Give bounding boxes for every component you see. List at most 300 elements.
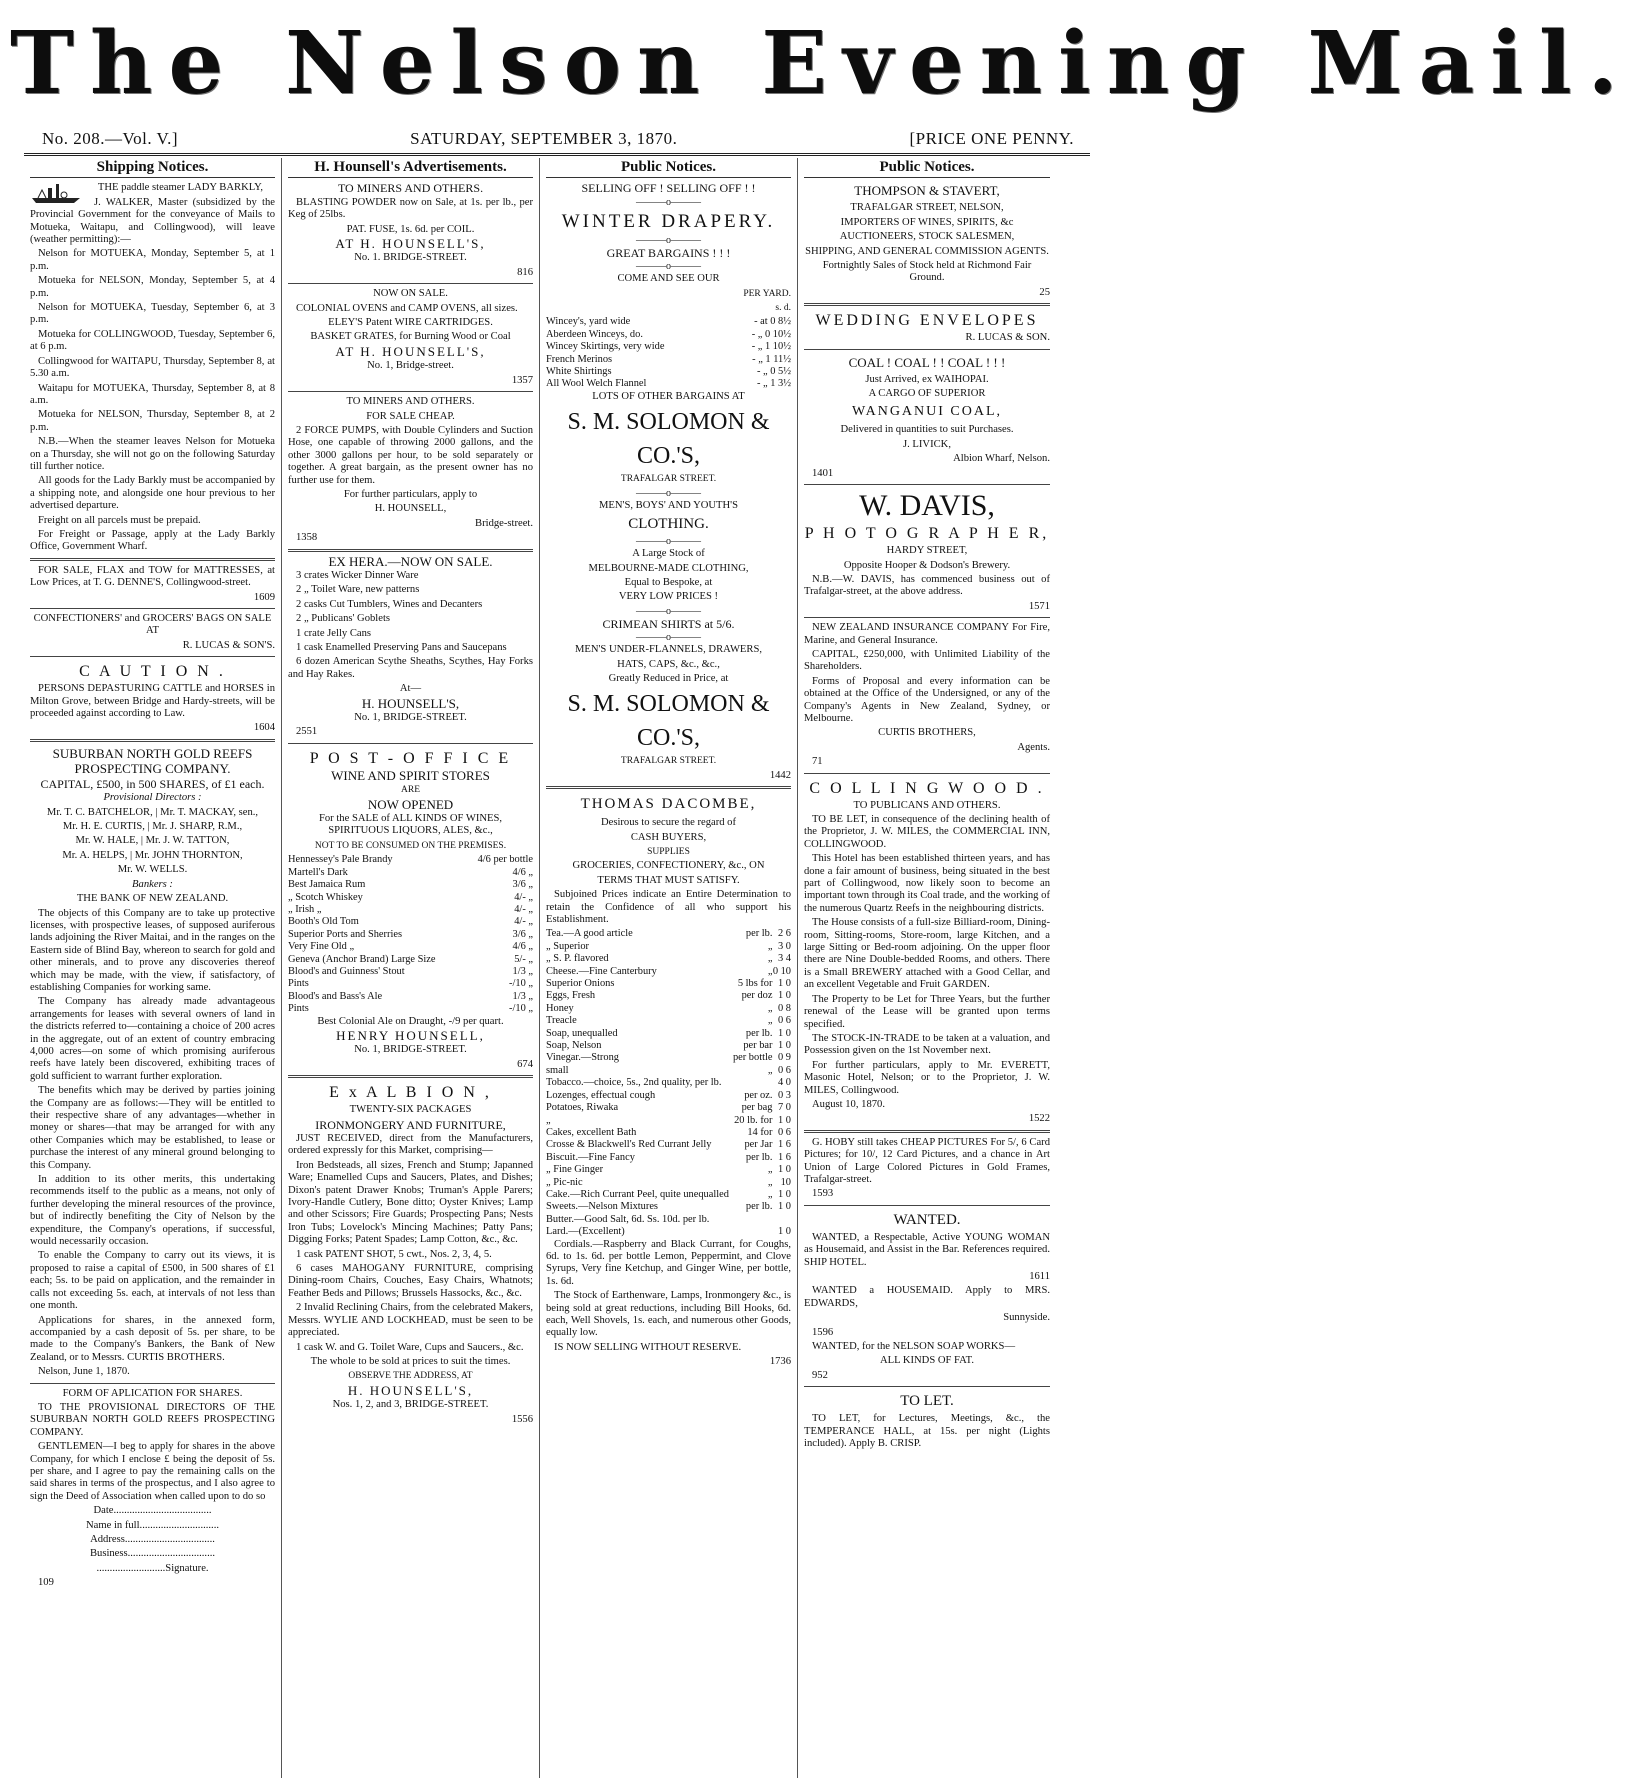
- divider: [30, 1383, 275, 1384]
- bankers-heading: Bankers :: [132, 878, 173, 890]
- post-office-title: P O S T - O F F I C E: [309, 749, 512, 767]
- table-cell: 3 4: [778, 953, 791, 965]
- hotel-paragraph: The STOCK-IN-TRADE to be taken at a valuation, and Possession given on the 1st November next.: [804, 1032, 1050, 1057]
- director-name: Mr. T. C. BATCHELOR, | Mr. T. MACKAY, sen.,: [46, 806, 259, 818]
- divider: [546, 786, 791, 789]
- solomon-name: S. M. SOLOMON & CO.'S,: [567, 409, 770, 470]
- hera-item: 1 cask Enamelled Preserving Pans and Saucepans: [296, 642, 507, 653]
- wine-stores: WINE AND SPIRIT STORES: [331, 767, 490, 783]
- table-cell: -/10 „: [509, 978, 533, 990]
- gold-paragraph: To enable the Company to carry out its views, it is proposed to raise a capital of £500, in 500 shares of £1 each; 5s. to be paid on application, and the remainder in calls not exceeding 5s. each, at intervals of not less than one month.: [30, 1250, 275, 1312]
- table-cell: 4/6 per bottle: [477, 854, 533, 866]
- table-cell: 3/6 „: [512, 879, 533, 891]
- agents: Agents.: [1017, 741, 1050, 753]
- table-cell: Tobacco.—choice, 5s., 2nd quality, per lb.: [546, 1077, 722, 1089]
- table-cell: Butter.—Good Salt, 6d. Ss. 10d. per lb.: [546, 1213, 710, 1225]
- table-cell: per lb.: [745, 1151, 773, 1163]
- iron-item: 6 cases MAHOGANY FURNITURE, comprising Dining-room Chairs, Couches, Easy Chairs, Whatnots; Feather Beds and Pillows; Brussels Hassocks, &c., &c.: [288, 1263, 533, 1299]
- grocery-row: [546, 978, 791, 990]
- table-cell: 14 for: [747, 1126, 773, 1138]
- table-cell: per bar: [743, 1040, 773, 1052]
- ad-number: 109: [38, 1577, 54, 1589]
- grocery-row: [546, 1164, 791, 1176]
- photographer: P H O T O G R A P H E R,: [804, 525, 1050, 543]
- hounsell-name: H. HOUNSELL'S,: [361, 695, 460, 711]
- divider: [804, 1386, 1050, 1387]
- divider: [804, 303, 1050, 306]
- caution-title: C A U T I O N .: [79, 663, 226, 681]
- further-particulars: For further particulars, apply to: [343, 488, 478, 500]
- winter-drapery: WINTER DRAPERY.: [561, 210, 776, 232]
- table-cell: 1 0: [778, 1164, 791, 1176]
- iron-item: 2 Invalid Reclining Chairs, from the celebrated Makers, Messrs. WYLIE AND LOCKHEAD, must be seen to be appreciated.: [288, 1302, 533, 1339]
- table-cell: 0 10: [772, 965, 791, 977]
- newspaper-page: [10, 5, 1634, 1779]
- table-cell: „ Pic-nic: [546, 1176, 583, 1188]
- table-cell: 1 0: [778, 990, 791, 1002]
- table-cell: 1 0: [778, 1201, 791, 1213]
- hounsell-at: AT H. HOUNSELL'S,: [335, 343, 486, 359]
- grocery-row: [546, 1028, 791, 1040]
- column-header: Public Notices.: [804, 158, 1050, 178]
- melbourne-clothing: MELBOURNE-MADE CLOTHING,: [588, 562, 749, 574]
- shillings-pence: s. d.: [775, 303, 791, 314]
- hera-item: 1 crate Jelly Cans: [296, 627, 372, 639]
- table-cell: 0 6: [778, 1064, 791, 1076]
- table-cell: Best Jamaica Rum: [288, 879, 366, 891]
- table-cell: Aberdeen Winceys, do.: [546, 328, 643, 340]
- table-cell: per bag: [741, 1102, 773, 1114]
- hotel-paragraph: The House consists of a full-size Billiard-room, Dining-room, Sitting-rooms, Store-room, large Kitchen, and a large Sitting or Bed-room adjoining. On the upper floor there are Nine Double-bedded Rooms, and others. There is a Small BREWERY attached with a Good Cellar, and an excellent Vegetable and Fruit GARDEN.: [804, 917, 1050, 991]
- table-cell: Tea.—A good article: [546, 928, 633, 940]
- form-title: FORM OF APLICATION FOR SHARES.: [62, 1387, 243, 1399]
- director-name: Mr. H. E. CURTIS, | Mr. J. SHARP, R.M.,: [62, 821, 243, 833]
- table-cell: „: [767, 953, 773, 965]
- grocery-row: [546, 1052, 791, 1064]
- table-cell: 1 0: [778, 1114, 791, 1126]
- table-cell: 7 0: [778, 1102, 791, 1114]
- lots-bargains: LOTS OF OTHER BARGAINS AT: [592, 390, 745, 402]
- table-cell: 5 lbs for: [737, 978, 773, 990]
- eley-ad: ELEY'S Patent WIRE CARTRIDGES.: [328, 317, 493, 329]
- wanted-ad-1: WANTED, a Respectable, Active YOUNG WOMAN as Housemaid, and Assist in the Bar. References required. SHIP HOTEL.: [804, 1231, 1050, 1268]
- liquor-row: [288, 904, 533, 916]
- davis-note: N.B.—W. DAVIS, has commenced business out of Trafalgar-street, at the above address.: [804, 573, 1050, 598]
- drapery-row: [546, 316, 791, 328]
- drapery-row: [546, 329, 791, 341]
- grocery-row: [546, 953, 791, 965]
- ad-number: 1571: [1028, 600, 1050, 612]
- hera-item: 2 „ Toilet Ware, new patterns: [296, 584, 420, 596]
- hera-item: 2 „ Publicans' Goblets: [296, 613, 391, 625]
- grocery-row: [546, 1077, 791, 1089]
- ad-number: 1604: [253, 722, 275, 734]
- ad-number: 1556: [511, 1413, 533, 1425]
- terms: TERMS THAT MUST SATISFY.: [597, 874, 740, 886]
- delivered: Delivered in quantities to suit Purchases.: [840, 424, 1014, 436]
- sailing-list: [30, 248, 275, 553]
- albion-title: E x A L B I O N ,: [329, 1084, 492, 1102]
- fuse-ad: PAT. FUSE, 1s. 6d. per COIL.: [346, 223, 475, 235]
- temperance-hall: TO LET, for Lectures, Meetings, &c., the TEMPERANCE HALL, at 15s. per night (Lights included). Apply B. CRISP.: [804, 1413, 1050, 1450]
- table-cell: 3 0: [778, 940, 791, 952]
- table-cell: Pints: [288, 1003, 309, 1015]
- divider: [804, 773, 1050, 774]
- table-cell: Blood's and Guinness' Stout: [288, 965, 405, 977]
- liquor-row: [288, 854, 533, 866]
- divider: [30, 739, 275, 742]
- ad-number: 674: [517, 1058, 533, 1070]
- coal-heading: COAL ! COAL ! ! COAL ! ! !: [848, 354, 1006, 370]
- ad-number: 952: [812, 1369, 828, 1381]
- address: Nos. 1, 2, and 3, BRIDGE-STREET.: [332, 1399, 489, 1411]
- table-cell: Wincey's, yard wide: [546, 316, 631, 328]
- directors-heading: Provisional Directors :: [103, 792, 202, 804]
- sailing-item: N.B.—When the steamer leaves Nelson for Motueka on a Thursday, she will not go on the following Saturday till further notice.: [30, 436, 275, 472]
- grocery-price-table: [546, 928, 791, 1238]
- miners-heading: TO MINERS AND OTHERS.: [337, 181, 484, 196]
- form-body: GENTLEMEN—I beg to apply for shares in the above Company, for which I enclose £ being the deposit of 5s. per share, and I agree to pay the remaining calls on the said shares in terms of the prospectus, and I also agree to sign the Deed of Association when called upon to do so: [30, 1441, 275, 1502]
- table-cell: 0 3: [778, 1089, 791, 1101]
- august-date: August 10, 1870.: [812, 1098, 885, 1110]
- hounsell-name: H. HOUNSELL,: [374, 503, 447, 515]
- table-cell: „: [767, 1015, 773, 1027]
- now-opened: NOW OPENED: [367, 796, 454, 812]
- ironmongery: IRONMONGERY AND FURNITURE,: [315, 1117, 506, 1132]
- table-cell: Vinegar.—Strong: [546, 1052, 619, 1064]
- form-fields: [30, 1505, 275, 1575]
- divider: [804, 1205, 1050, 1206]
- table-cell: [732, 1214, 772, 1226]
- table-cell: 2 6: [778, 928, 791, 940]
- liquor-row: [288, 916, 533, 928]
- liquor-row: [288, 879, 533, 891]
- directors-list: [30, 807, 275, 877]
- grocery-row: [546, 990, 791, 1002]
- cargo-superior: A CARGO OF SUPERIOR: [868, 388, 986, 400]
- table-cell: per oz.: [744, 1089, 773, 1101]
- form-field: Business.................................: [89, 1548, 216, 1560]
- table-cell: 4 0: [778, 1077, 791, 1089]
- director-name: Mr. W. HALE, | Mr. J. W. TATTON,: [75, 835, 230, 847]
- hotel-paragraph: The Property to be Let for Three Years, but the further renewal of the Lease will be granted upon terms specified.: [804, 993, 1050, 1030]
- table-cell: 5/- „: [514, 953, 533, 965]
- table-cell: [772, 1214, 791, 1226]
- all-kinds-fat: ALL KINDS OF FAT.: [880, 1355, 974, 1367]
- table-cell: 10: [780, 1176, 791, 1188]
- collingwood-title: C O L L I N G W O O D .: [809, 779, 1045, 797]
- column-hounsell: [282, 158, 540, 1778]
- cordials: Cordials.—Raspberry and Black Currant, for Coughs, 6d. to 1s. 6d. per bottle Lemon, Peppermint, and Clove Syrups, Very fine Ketchup, and Ginger Wine, per bottle, 1s. 6d.: [546, 1238, 791, 1287]
- ad-number: 2551: [296, 726, 318, 738]
- gold-capital: CAPITAL, £500, in 500 SHARES, of £1 each.: [40, 776, 265, 791]
- equal-bespoke: Equal to Bespoke, at: [624, 576, 713, 588]
- sailing-item: Collingwood for WAITAPU, Thursday, September 8, at 5.30 a.m.: [30, 355, 275, 380]
- sailing-item: Motueka for NELSON, Monday, September 5, at 4 p.m.: [30, 275, 275, 299]
- divider: [288, 549, 533, 552]
- steamer-text: J. WALKER, Master (subsidized by the Provincial Government for the conveyance of Mails to Motueka, Waitapu, and Collingwood), will leave (weather permitting):—: [30, 196, 275, 246]
- trafalgar-street: TRAFALGAR STREET.: [620, 756, 717, 767]
- clothing: CLOTHING.: [628, 516, 709, 533]
- liquor-row: [288, 966, 533, 978]
- form-field: Address..................................: [90, 1534, 215, 1545]
- come-and-see: COME AND SEE OUR: [617, 273, 720, 285]
- ad-number: 25: [1039, 286, 1050, 298]
- issue-date: SATURDAY, SEPTEMBER 3, 1870.: [410, 129, 678, 148]
- caution-text: PERSONS DEPASTURING CATTLE and HORSES in Milton Grove, between Bridge and Hardy-streets, will be proceeded against according to Law.: [30, 683, 275, 720]
- thompson-stavert: THOMPSON & STAVERT,: [854, 183, 1000, 199]
- ad-number: 1609: [253, 591, 275, 603]
- bags-ad: CONFECTIONERS' and GROCERS' BAGS ON SALE AT: [33, 613, 272, 637]
- sailing-item: Nelson for MOTUEKA, Tuesday, September 6, at 3 p.m.: [30, 302, 275, 326]
- grocery-row: [546, 1102, 791, 1114]
- hardy-street: HARDY STREET,: [886, 545, 968, 557]
- hounsell-at: AT H. HOUNSELL'S,: [335, 236, 486, 252]
- column-shipping: [24, 158, 282, 1778]
- table-cell: 3/6 „: [512, 928, 533, 940]
- grocery-row: [546, 1003, 791, 1015]
- table-cell: All Wool Welch Flannel: [546, 378, 647, 390]
- table-cell: „ Irish „: [288, 903, 322, 915]
- grates-ad: BASKET GRATES, for Burning Wood or Coal: [310, 331, 511, 343]
- iron-item: Iron Bedsteads, all sizes, French and Stump; Japanned Ware; Enamelled Cups and Saucers, Plates, and Dishes; Dixon's patent Drawer Knobs; Truman's Apple Parers; Ivory-Handle Cutlery, Bone ditto; Oyster Knives; Lamp and other Scissors; Fire Guards; Prospecting Pans; Nests Iron Tubs; Lovelock's Mincing Machines; Patty Pans; Digging Forks; Patent Spades; Lamp Cotton, &c., &c.: [288, 1159, 533, 1246]
- hera-heading: EX HERA.—NOW ON SALE.: [328, 553, 493, 569]
- table-cell: Cake.—Rich Currant Peel, quite unequalled: [546, 1188, 729, 1200]
- table-cell: Treacle: [546, 1015, 577, 1027]
- address: No. 1, BRIDGE-STREET.: [354, 1044, 467, 1056]
- for-sale-of: For the SALE of ALL KINDS OF WINES, SPIRITUOUS LIQUORS, ALES, &c.,: [318, 813, 503, 837]
- table-cell: 1 6: [778, 1151, 791, 1163]
- ovens-ad: COLONIAL OVENS and CAMP OVENS, all sizes.: [296, 302, 518, 314]
- table-cell: 4/- „: [514, 903, 533, 915]
- table-cell: 1/3 „: [512, 965, 533, 977]
- table-cell: Eggs, Fresh: [546, 990, 596, 1002]
- table-cell: „: [767, 965, 773, 977]
- gold-title: SUBURBAN NORTH GOLD REEFS PROSPECTING COMPANY.: [52, 745, 253, 776]
- are-label: ARE: [401, 785, 420, 796]
- grocery-row: [546, 1115, 791, 1127]
- bags-seller: R. LUCAS & SON'S.: [182, 639, 275, 651]
- groceries: GROCERIES, CONFECTIONERY, &c., ON: [572, 860, 765, 872]
- table-cell: Soap, unequalled: [546, 1027, 618, 1039]
- mens-boys: MEN'S, BOYS' AND YOUTH'S: [599, 499, 738, 511]
- divider: [804, 617, 1050, 618]
- davis-name: W. DAVIS,: [859, 489, 995, 523]
- for-sale-cheap: FOR SALE CHEAP.: [366, 410, 455, 422]
- table-cell: 1 0: [778, 1040, 791, 1052]
- table-cell: „ Scotch Whiskey: [288, 891, 363, 903]
- divider: [804, 484, 1050, 485]
- gold-paragraph: Nelson, June 1, 1870.: [38, 1366, 130, 1378]
- grocery-row: [546, 941, 791, 953]
- hoby-ad: G. HOBY still takes CHEAP PICTURES For 5/, 6 Card Pictures; for 10/, 12 Card Pictures, and a chance in Art Union of Large Colored Pictures in Gold Frames, Trafalgar-street.: [804, 1136, 1050, 1185]
- table-cell: Hennessey's Pale Brandy: [288, 854, 393, 866]
- ad-number: 1736: [769, 1356, 791, 1368]
- steamer-title: THE paddle steamer LADY BARKLY,: [97, 182, 264, 194]
- now-on-sale: NOW ON SALE.: [373, 288, 448, 300]
- director-name: Mr. W. WELLS.: [117, 864, 188, 876]
- cash-buyers: CASH BUYERS,: [630, 831, 707, 843]
- blasting-ad: BLASTING POWDER now on Sale, at 1s. per lb., per Keg of 25lbs.: [288, 196, 533, 221]
- columns: [24, 158, 1096, 1778]
- observe: OBSERVE THE ADDRESS, AT: [348, 1371, 473, 1382]
- iron-list: [288, 1160, 533, 1354]
- table-cell: Cheese.—Fine Canterbury: [546, 965, 657, 977]
- sailing-item: Motueka for COLLINGWOOD, Tuesday, September 6, at 6 p.m.: [30, 328, 275, 353]
- liquor-row: [288, 892, 533, 904]
- subjoined: Subjoined Prices indicate an Entire Determination to retain the Confidence of all who support his Establishment.: [546, 889, 791, 925]
- hotel-paragraphs: [804, 853, 1050, 1097]
- liquor-price-table: [288, 854, 533, 1015]
- steamer-icon: [30, 182, 82, 204]
- per-yard: PER YARD.: [743, 288, 791, 299]
- livick-name: J. LIVICK,: [903, 438, 951, 450]
- table-cell: Very Fine Old „: [288, 941, 355, 953]
- at-label: At—: [399, 683, 422, 695]
- table-cell: Geneva (Anchor Brand) Large Size: [288, 953, 436, 965]
- table-cell: - „ 0 10½: [751, 328, 791, 340]
- supplies: SUPPLIES: [647, 846, 690, 857]
- selling-without-reserve: IS NOW SELLING WITHOUT RESERVE.: [554, 1341, 742, 1353]
- table-cell: 20 lb. for: [734, 1114, 773, 1126]
- hounsell-name: H. HOUNSELL'S,: [347, 1382, 474, 1398]
- table-cell: Pints: [288, 978, 309, 990]
- column-header: Shipping Notices.: [30, 158, 275, 178]
- grocery-row: [546, 1152, 791, 1164]
- table-cell: -/10 „: [509, 1003, 533, 1015]
- table-cell: per Jar: [744, 1139, 773, 1151]
- table-cell: „: [767, 1064, 773, 1076]
- table-cell: per lb.: [745, 1201, 773, 1213]
- to-be-let: TO BE LET, in consequence of the declining health of the Proprietor, J. W. MILES, the COMMERCIAL INN, COLLINGWOOD.: [804, 814, 1050, 850]
- grocery-row: [546, 1040, 791, 1052]
- address: No. 1, Bridge-street.: [367, 360, 454, 372]
- wanted-heading: WANTED.: [893, 1211, 961, 1228]
- divider: [804, 1130, 1050, 1133]
- table-cell: 0 6: [778, 1015, 791, 1027]
- insurance-capital: CAPITAL, £250,000, with Unlimited Liability of the Shareholders.: [804, 648, 1050, 673]
- hera-item: 3 crates Wicker Dinner Ware: [296, 569, 419, 581]
- form-field: Date.....................................: [93, 1505, 212, 1517]
- grocery-row: [546, 1226, 791, 1238]
- liquor-row: [288, 954, 533, 966]
- address: No. 1, BRIDGE-STREET.: [354, 712, 467, 724]
- column-header: H. Hounsell's Advertisements.: [288, 158, 533, 178]
- dacombe-name: THOMAS DACOMBE,: [580, 796, 757, 813]
- drapery-row: [546, 341, 791, 353]
- henry-hounsell: HENRY HOUNSELL,: [336, 1027, 485, 1043]
- table-cell: 4/- „: [514, 891, 533, 903]
- table-cell: - at 0 8½: [754, 316, 791, 328]
- gold-paragraph: The benefits which may be derived by parties joining the Company are as follows:—They will be entitled to their respective share of any advantages—whether in money or shares—that may be arranged for with any other Companies which may be established, to lease or purchase the interest of any mineral ground belonging to this Company.: [30, 1085, 275, 1171]
- divider: [30, 608, 275, 609]
- table-cell: 4/- „: [514, 916, 533, 928]
- table-cell: „ Superior: [546, 940, 589, 952]
- insurance-forms: Forms of Proposal and every information can be obtained at the Office of the Undersigned, or any of the Company's Agents in New Zealand, Sydney, or Melbourne.: [804, 675, 1050, 724]
- director-name: Mr. A. HELPS, | Mr. JOHN THORNTON,: [62, 849, 243, 861]
- liquor-row: [288, 867, 533, 879]
- wanganui-coal: WANGANUI COAL,: [851, 404, 1003, 420]
- table-cell: Biscuit.—Fine Fancy: [546, 1151, 635, 1163]
- fortnightly-sales: Fortnightly Sales of Stock held at Richmond Fair Ground.: [822, 260, 1032, 284]
- ad-number: 1611: [1029, 1271, 1050, 1282]
- wanted-ad-2: WANTED a HOUSEMAID. Apply to MRS. EDWARDS,: [804, 1285, 1050, 1309]
- table-cell: 0 6: [778, 1126, 791, 1138]
- table-cell: 1 0: [778, 1027, 791, 1039]
- liquor-row: [288, 1003, 533, 1015]
- table-cell: „: [767, 1176, 773, 1188]
- iron-item: 1 cask PATENT SHOT, 5 cwt., Nos. 2, 3, 4, 5.: [296, 1248, 492, 1260]
- liquor-row: [288, 978, 533, 990]
- form-field: ..........................Signature.: [96, 1562, 209, 1574]
- bankers: THE BANK OF NEW ZEALAND.: [76, 893, 229, 905]
- just-received: JUST RECEIVED, direct from the Manufacturers, ordered expressly for this Market, comprising—: [288, 1133, 533, 1157]
- table-cell: small: [546, 1064, 569, 1076]
- issue-number: No. 208.—Vol. V.]: [42, 129, 179, 148]
- pumps-ad: 2 FORCE PUMPS, with Double Cylinders and Suction Hose, one capable of throwing 2000 gallons, and the other 3000 gallons per hour, to be sold separately or together. A great bargain, as the present owner has no further use for them.: [288, 424, 533, 486]
- table-cell: 1 0: [778, 978, 791, 990]
- ad-number: 1401: [812, 467, 834, 479]
- colonial-ale: Best Colonial Ale on Draught, -/9 per quart.: [317, 1015, 504, 1027]
- table-cell: „: [767, 1164, 773, 1176]
- sunnyside: Sunnyside.: [1003, 1312, 1050, 1324]
- table-cell: 4/6 „: [512, 866, 533, 878]
- whole-sold: The whole to be sold at prices to suit the times.: [310, 1355, 511, 1367]
- table-cell: Honey: [546, 1002, 574, 1014]
- issue-price: [PRICE ONE PENNY.: [909, 129, 1074, 148]
- form-field: Name in full..............................: [86, 1519, 219, 1531]
- table-cell: - „ 1 10½: [751, 341, 791, 353]
- liquor-row: [288, 941, 533, 953]
- grocery-row: [546, 1177, 791, 1189]
- divider: [804, 349, 1050, 350]
- table-cell: per lb.: [745, 1027, 773, 1039]
- wanted-ad-3: WANTED, for the NELSON SOAP WORKS—: [812, 1341, 1016, 1353]
- flax-ad: FOR SALE, FLAX and TOW for MATTRESSES, at Low Prices, at T. G. DENNE'S, Collingwood-street.: [30, 564, 275, 589]
- lucas-son: R. LUCAS & SON.: [965, 332, 1050, 344]
- sailing-item: Freight on all parcels must be prepaid.: [38, 514, 201, 526]
- hera-list: [288, 570, 533, 681]
- grocery-row: [546, 1065, 791, 1077]
- table-cell: „: [767, 940, 773, 952]
- gold-paragraphs: [30, 908, 275, 1379]
- gold-paragraph: The objects of this Company are to take up protective licenses, with prospective leases, of supposed auriferous lands adjoining the River Maitai, and in the ranges on the Eastern side of Blind Bay, whereon to search for gold and other minerals, and to prove any discoveries thereof which may be made, with the view, if satisfactory, of establishing Companies for working same.: [30, 907, 275, 993]
- greatly-reduced: Greatly Reduced in Price, at: [608, 672, 729, 684]
- ad-number: 1358: [296, 532, 318, 544]
- earthenware-stock: The Stock of Earthenware, Lamps, Ironmongery &c., is being sold at great reductions, including Bill Hooks, 6d. each, Well Shovels, 1s. each, and numerous other Goods, equally low.: [546, 1290, 791, 1339]
- bridge-street: Bridge-street.: [475, 517, 533, 529]
- table-cell: White Shirtings: [546, 366, 612, 378]
- desirous: Desirous to secure the regard of: [600, 817, 737, 829]
- table-cell: 1 6: [778, 1139, 791, 1151]
- gold-paragraph: In addition to its other merits, this undertaking recommends itself to the public as a means, not only of further developing the mineral resources of the province, but of indirectly benefiting the City of Nelson by the expenditure, the Company's operations, if successful, would necessarily occasion.: [30, 1174, 275, 1248]
- hotel-paragraph: For further particulars, apply to Mr. EVERETT, Masonic Hotel, Nelson; or to the Proprietor, J. W. MILES, Collingwood.: [804, 1059, 1050, 1096]
- selling-off: SELLING OFF ! SELLING OFF ! !: [581, 181, 756, 196]
- great-bargains: GREAT BARGAINS ! ! !: [606, 245, 731, 260]
- drapery-row: [546, 366, 791, 378]
- curtis-brothers: CURTIS BROTHERS,: [878, 727, 976, 739]
- table-cell: 0 9: [778, 1052, 791, 1064]
- table-cell: Soap, Nelson: [546, 1040, 602, 1052]
- grocery-row: [546, 1127, 791, 1139]
- table-cell: French Merinos: [546, 353, 613, 365]
- divider: [30, 558, 275, 561]
- drapery-price-table: [546, 316, 791, 390]
- table-cell: „: [767, 1002, 773, 1014]
- gold-paragraph: The Company has already made advantageous arrangements for leases with several owners of land in the districts referred to—containing a choice of 200 acres in the aggregate, out of an extent of country embracing 4,000 acres—on some of which promising auriferous reefs have lately been discovered, exhibiting traces of gold sufficient to warrant further exploration.: [30, 996, 275, 1082]
- wedding-envelopes: WEDDING ENVELOPES: [815, 312, 1039, 330]
- sailing-item: Waitapu for MOTUEKA, Thursday, September 8, at 8 a.m.: [30, 382, 275, 406]
